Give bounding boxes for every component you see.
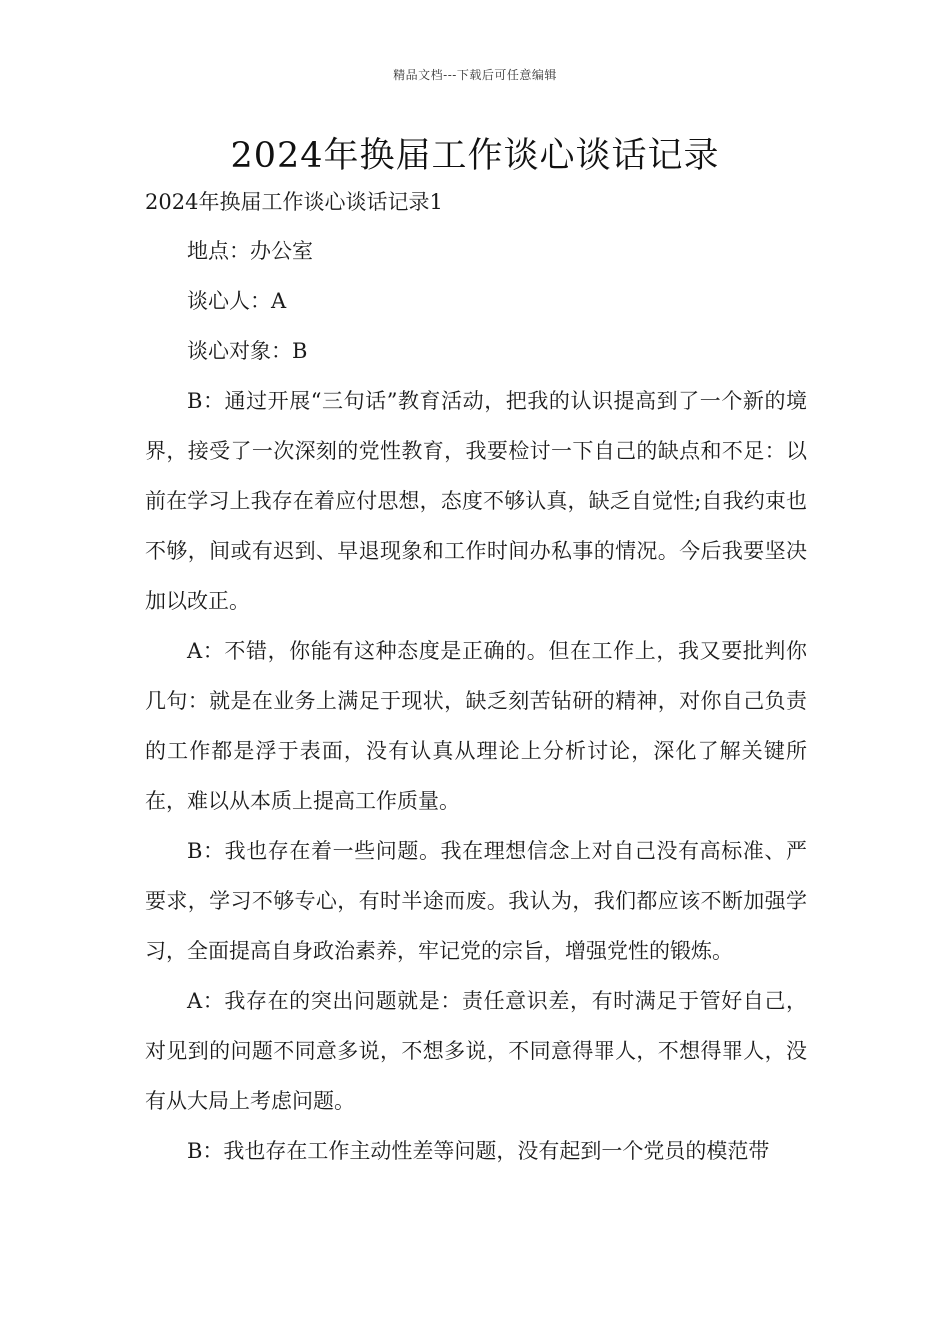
info-speaker: 谈心人：A <box>187 289 287 313</box>
info-target: 谈心对象：B <box>187 339 308 363</box>
info-location: 地点：办公室 <box>187 239 313 263</box>
header-note: 精品文档---下载后可任意编辑 <box>393 68 557 82</box>
dialogue-paragraph: A：不错，你能有这种态度是正确的。但在工作上，我又要批判你几句：就是在业务上满足于现状，缺乏刻苦钻研的精神，对你自己负责的工作都是浮于表面，没有认真从理论上分析讨论，深化了解关键所在，难以从本质上提高工作质量。 <box>145 639 807 813</box>
document-subtitle: 2024年换届工作谈心谈话记录1 <box>145 190 443 214</box>
dialogue-paragraph: B：通过开展“三句话”教育活动，把我的认识提高到了一个新的境界，接受了一次深刻的党性教育，我要检讨一下自己的缺点和不足：以前在学习上我存在着应付思想，态度不够认真，缺乏自觉性;自我约束也不够，间或有迟到、早退现象和工作时间办私事的情况。今后我要坚决加以改正。 <box>145 389 807 613</box>
document-body <box>145 226 807 1176</box>
dialogue-paragraph: B：我也存在工作主动性差等问题，没有起到一个党员的模范带 <box>187 1139 770 1163</box>
dialogue-paragraph: B：我也存在着一些问题。我在理想信念上对自己没有高标准、严要求，学习不够专心，有时半途而废。我认为，我们都应该不断加强学习，全面提高自身政治素养，牢记党的宗旨，增强党性的锻炼。 <box>145 839 807 963</box>
dialogue-paragraph: A：我存在的突出问题就是：责任意识差，有时满足于管好自己，对见到的问题不同意多说，不想多说，不同意得罪人，不想得罪人，没有从大局上考虑问题。 <box>145 989 807 1113</box>
document-title: 2024年换届工作谈心谈话记录 <box>230 136 720 176</box>
